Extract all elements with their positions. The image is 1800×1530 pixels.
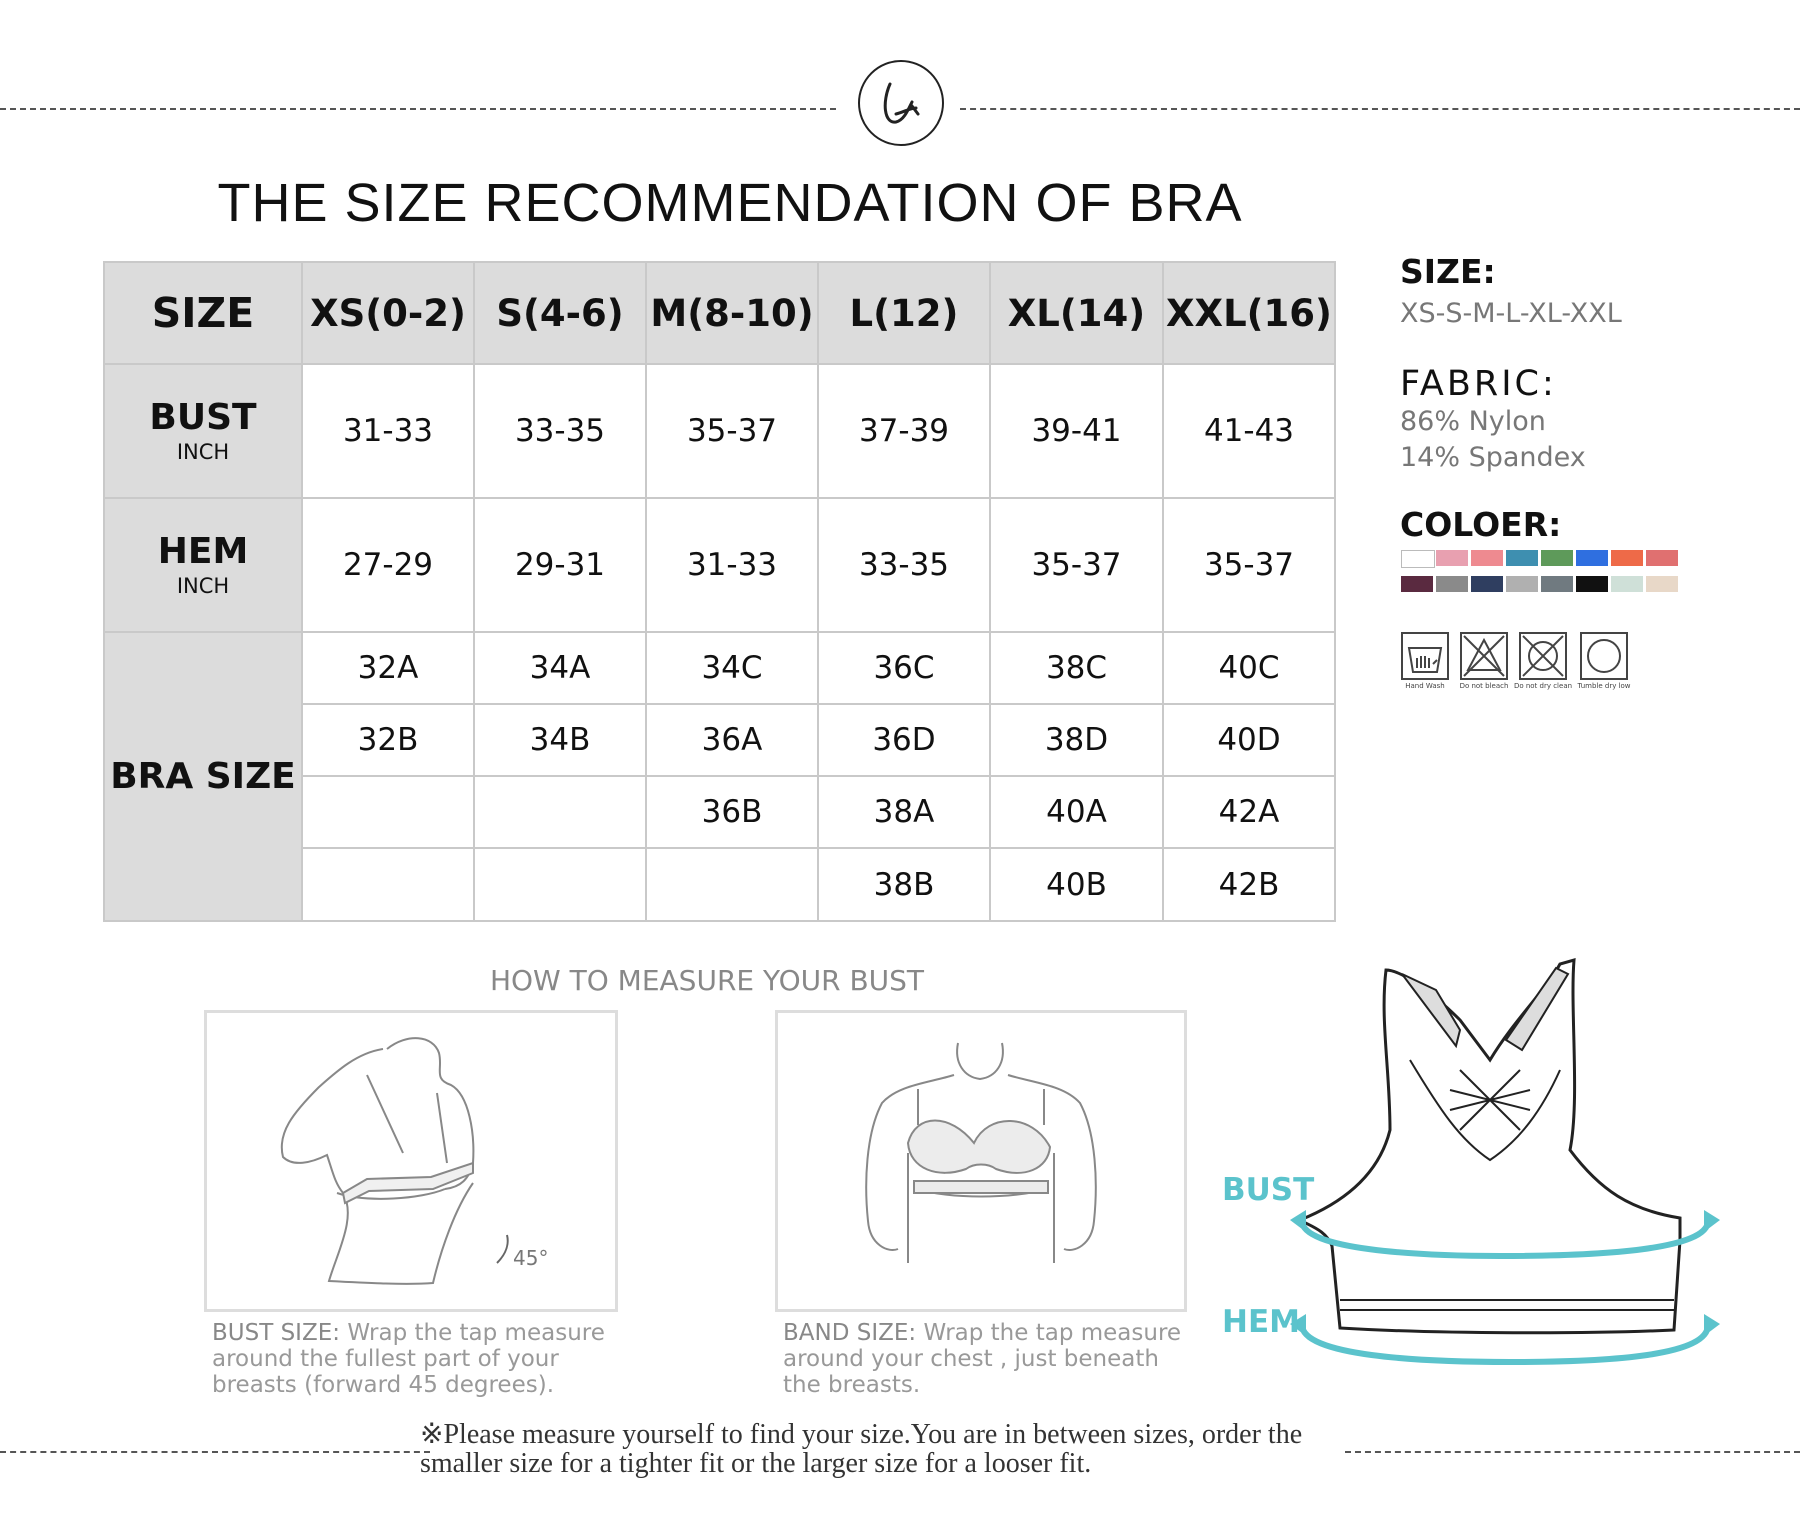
- band-figure-drawing: [778, 1013, 1184, 1309]
- table-cell: [474, 776, 646, 848]
- table-cell: 36B: [646, 776, 818, 848]
- hem-unit: INCH: [176, 573, 230, 598]
- table-cell: 35-37: [1163, 498, 1335, 632]
- table-cell: 31-33: [302, 364, 474, 498]
- color-swatch: [1471, 550, 1503, 566]
- color-swatch: [1471, 576, 1503, 592]
- table-cell: 35-37: [646, 364, 818, 498]
- tumble-dry-low-icon: [1580, 632, 1628, 680]
- color-swatch: [1506, 576, 1538, 592]
- column-header: S(4-6): [474, 262, 646, 364]
- table-cell: 37-39: [818, 364, 990, 498]
- table-cell: 33-35: [474, 364, 646, 498]
- care-label: Do not dry clean: [1513, 682, 1573, 690]
- header-divider-left: [0, 108, 836, 110]
- color-heading: COLOER:: [1400, 505, 1562, 544]
- bust-figure-drawing: [207, 1013, 615, 1309]
- table-cell: 40A: [990, 776, 1163, 848]
- table-cell: 34A: [474, 632, 646, 704]
- color-swatch: [1506, 550, 1538, 566]
- brand-logo: [858, 60, 944, 146]
- do-not-dry-clean-icon: [1519, 632, 1567, 680]
- table-cell: 40D: [1163, 704, 1335, 776]
- size-heading: SIZE:: [1400, 252, 1496, 291]
- table-cell: 40C: [1163, 632, 1335, 704]
- bust-label: BUST: [1222, 1172, 1315, 1208]
- table-cell: 42A: [1163, 776, 1335, 848]
- table-header-row: [104, 262, 1335, 364]
- fabric-line: 86% Nylon: [1400, 406, 1546, 437]
- table-cell: 38C: [990, 632, 1163, 704]
- table-cell: 38B: [818, 848, 990, 921]
- fabric-heading: FABRIC:: [1400, 364, 1557, 404]
- band-measure-illustration: [775, 1010, 1187, 1312]
- header-divider-right: [960, 108, 1800, 110]
- column-header: M(8-10): [646, 262, 818, 364]
- color-swatch: [1611, 550, 1643, 566]
- bust-size-text: Wrap the tap measure around the fullest part of your breasts (forward 45 degrees).: [212, 1320, 605, 1398]
- column-header: XL(14): [990, 262, 1163, 364]
- table-cell: 38D: [990, 704, 1163, 776]
- bra-diagram: [1260, 950, 1780, 1390]
- table-cell: 36D: [818, 704, 990, 776]
- color-swatch: [1436, 576, 1468, 592]
- hem-label: HEM: [157, 531, 249, 573]
- table-cell: [302, 776, 474, 848]
- table-cell: 38A: [818, 776, 990, 848]
- table-cell: 39-41: [990, 364, 1163, 498]
- table-cell: 40B: [990, 848, 1163, 921]
- bra-size-row-header: BRA SIZE: [104, 632, 302, 921]
- table-cell: 36A: [646, 704, 818, 776]
- color-swatch: [1646, 550, 1678, 566]
- do-not-bleach-icon: [1460, 632, 1508, 680]
- size-value: XS-S-M-L-XL-XXL: [1400, 298, 1622, 329]
- table-cell: 41-43: [1163, 364, 1335, 498]
- howto-heading: HOW TO MEASURE YOUR BUST: [489, 964, 925, 997]
- table-cell: 32B: [302, 704, 474, 776]
- color-swatch: [1646, 576, 1678, 592]
- color-swatch: [1436, 550, 1468, 566]
- bust-measure-illustration: [204, 1010, 618, 1312]
- footer-divider-right: [1345, 1451, 1800, 1453]
- color-swatch: [1611, 576, 1643, 592]
- table-cell: 42B: [1163, 848, 1335, 921]
- table-cell: 34C: [646, 632, 818, 704]
- column-header: L(12): [818, 262, 990, 364]
- color-swatch: [1576, 550, 1608, 566]
- bust-row-header: [104, 364, 302, 498]
- table-cell: 29-31: [474, 498, 646, 632]
- care-label: Tumble dry low: [1577, 682, 1631, 690]
- table-cell: 33-35: [818, 498, 990, 632]
- color-swatch: [1576, 576, 1608, 592]
- measurement-note: ※Please measure yourself to find your size.You are in between sizes, order the smaller size for a tighter fit or the larger size for a looser fit.: [420, 1419, 1303, 1479]
- care-label: Do not bleach: [1459, 682, 1509, 690]
- table-cell: 31-33: [646, 498, 818, 632]
- table-cell: 34B: [474, 704, 646, 776]
- care-label: Hand Wash: [1405, 682, 1445, 690]
- hem-label: HEM: [1222, 1304, 1300, 1340]
- table-cell: [646, 848, 818, 921]
- color-swatch: [1541, 576, 1573, 592]
- color-swatch: [1401, 550, 1435, 568]
- column-header: XS(0-2): [302, 262, 474, 364]
- size-corner-header: SIZE: [104, 262, 302, 364]
- band-size-text: Wrap the tap measure around your chest , just beneath the breasts.: [783, 1320, 1182, 1398]
- table-cell: 36C: [818, 632, 990, 704]
- bust-size-description: [212, 1320, 612, 1398]
- table-cell: 27-29: [302, 498, 474, 632]
- color-swatch: [1401, 576, 1433, 592]
- hem-row: [104, 498, 1335, 632]
- table-cell: 35-37: [990, 498, 1163, 632]
- table-cell: [302, 848, 474, 921]
- bust-label: BUST: [149, 397, 257, 439]
- fabric-line: 14% Spandex: [1400, 442, 1586, 473]
- angle-label: 45°: [513, 1246, 549, 1270]
- bust-row: [104, 364, 1335, 498]
- table-cell: [474, 848, 646, 921]
- band-size-label: BAND SIZE:: [783, 1320, 917, 1346]
- bust-size-label: BUST SIZE:: [212, 1320, 340, 1346]
- hem-row-header: [104, 498, 302, 632]
- bust-unit: INCH: [176, 439, 230, 464]
- table-cell: 32A: [302, 632, 474, 704]
- band-size-description: [783, 1320, 1183, 1398]
- column-header: XXL(16): [1163, 262, 1335, 364]
- footer-divider-left: [0, 1451, 430, 1453]
- size-table: [103, 261, 1336, 922]
- page-title: THE SIZE RECOMMENDATION OF BRA: [217, 173, 1243, 233]
- hand-wash-icon: [1401, 632, 1449, 680]
- bra-size-row: [104, 632, 1335, 704]
- color-swatch: [1541, 550, 1573, 566]
